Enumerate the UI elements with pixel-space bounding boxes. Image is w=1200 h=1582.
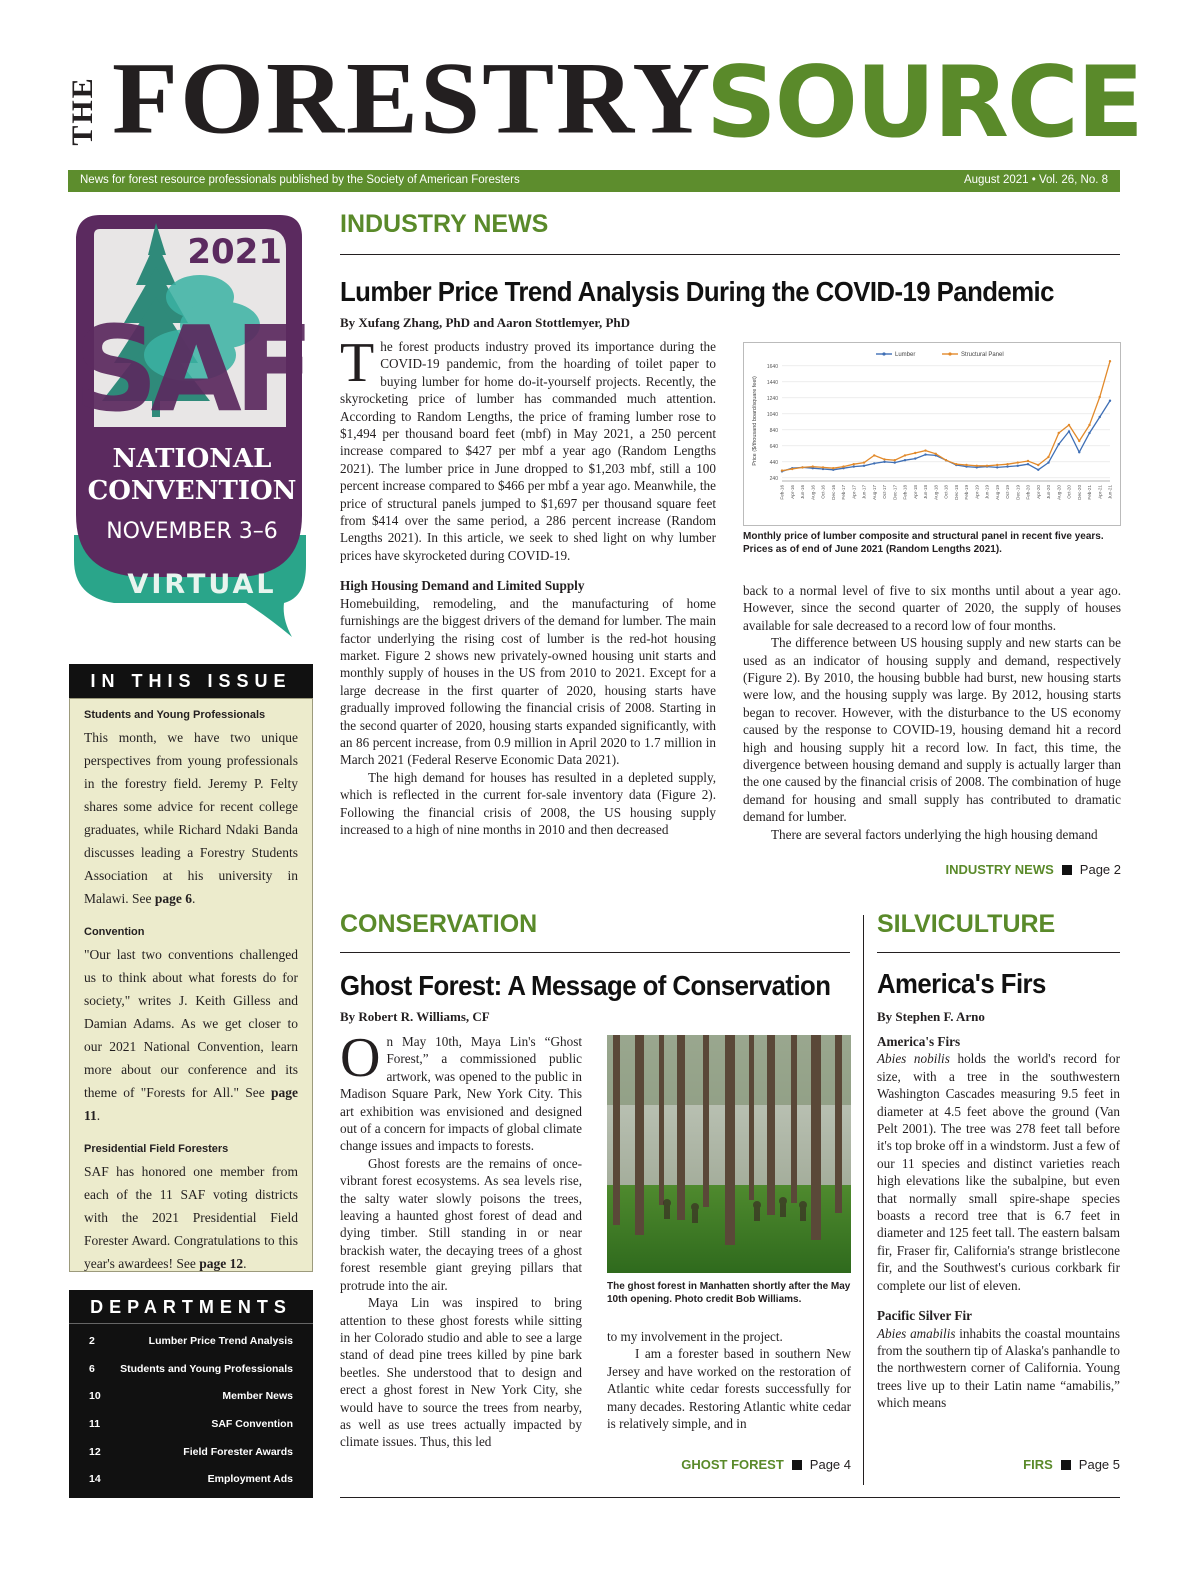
data-point (853, 465, 855, 467)
masthead-band (68, 170, 1120, 192)
data-point (1027, 463, 1029, 465)
data-point (1017, 465, 1019, 467)
data-point (935, 453, 937, 455)
y-tick-label: 440 (769, 459, 778, 466)
chart-caption: Monthly price of lumber composite and structural panel in recent five years. Prices as of end of June 2021 (Random Lengths 2021). (743, 531, 1104, 555)
x-tick-label: Dec-17 (892, 485, 898, 500)
data-point (894, 461, 896, 463)
issue-item-heading: Presidential Field Foresters (84, 1143, 229, 1155)
data-point (822, 466, 824, 468)
data-point (986, 465, 988, 467)
x-tick-label: Feb-20 (1025, 485, 1031, 500)
x-tick-label: Aug-19 (994, 485, 1000, 500)
data-point (914, 457, 916, 459)
dropcap: T (340, 332, 375, 394)
bottom-rule (340, 1497, 1120, 1498)
x-tick-label: Aug-20 (1056, 485, 1062, 500)
department-item[interactable]: 11 SAF Convention (89, 1418, 293, 1431)
data-point (924, 453, 926, 455)
y-axis-label: Price ($/thousand board/square feet) (752, 376, 758, 466)
page-link[interactable]: page 6 (154, 891, 192, 906)
page-link[interactable]: page 12 (199, 1256, 244, 1271)
department-item[interactable]: 14 Employment Ads (89, 1473, 293, 1486)
silviculture-section-title: SILVICULTURE (877, 910, 1056, 938)
data-point (801, 466, 803, 468)
data-point (996, 464, 998, 466)
silviculture-headline: America's Firs (877, 968, 1046, 999)
x-tick-label: Jun-20 (1046, 485, 1051, 500)
masthead-forestry: FORESTRY (112, 42, 713, 156)
data-point (873, 462, 875, 464)
data-point (1088, 432, 1090, 434)
data-point (863, 461, 865, 463)
data-point (965, 464, 967, 466)
x-tick-label: Feb-16 (779, 485, 785, 500)
data-point (1109, 360, 1111, 362)
x-tick-label: Dec-20 (1076, 485, 1082, 500)
issue-item: Presidential Field Foresters SAF has honored one member from each of the 11 SAF voting districts with the 2021 Presidential Field Forester Award. Congratulations to this year's awardees! See page 12. (84, 1143, 298, 1271)
x-tick-label: Jun-16 (800, 485, 805, 500)
data-point (1099, 416, 1101, 418)
in-this-issue-box (69, 698, 313, 1272)
chart-svg (744, 343, 1120, 525)
data-point (1058, 443, 1060, 445)
data-point (1058, 432, 1060, 434)
data-point (1037, 464, 1039, 466)
conservation-section-title: CONSERVATION (340, 910, 538, 938)
y-tick-label: 1440 (766, 379, 778, 386)
x-tick-label: Jun-19 (984, 485, 990, 500)
data-point (883, 458, 885, 460)
data-point (1068, 424, 1070, 426)
data-point (914, 452, 916, 454)
x-tick-label: Dec-18 (953, 485, 959, 500)
y-tick-label: 1640 (766, 363, 778, 370)
x-tick-label: Jun-21 (1107, 485, 1113, 500)
industry-headline: Lumber Price Trend Analysis During the COVID-19 Pandemic (340, 276, 1054, 307)
legend-marker (882, 352, 885, 355)
x-tick-label: Aug-16 (810, 485, 816, 500)
issue-item: Convention "Our last two conventions challenged us to think about what forests do for society," writes J. Keith Gilless and Damian Adams. As we get closer to our 2021 National Convention, learn more about our conference and its theme of "Forests for All." See page 11. (84, 926, 298, 1123)
data-point (996, 466, 998, 468)
photo-caption: The ghost forest in Manhatten shortly after the May 10th opening. Photo credit Bob Williams. (607, 1281, 851, 1305)
legend-label: Structural Panel (961, 352, 1004, 358)
department-item[interactable]: 6 Students and Young Professionals (89, 1362, 293, 1375)
x-tick-label: Feb-19 (964, 485, 969, 500)
industry-col1: The forest products industry proved its importance during the COVID-19 pandemic, from the hoarding of toilet paper to buying lumber for home do-it-yourself projects. Recently, the skyrocketing price of lumber has commanded much attention. According to Random Lengths, the price of framing lumber rose to $1,494 per thousand board feet (mbf) in May 2021, a 250 percent increase compared to $427 per mbf a year ago (Random Lengths 2021). The lumber price in June dropped to $1,203 mbf, still a 100 percent increase compared to $466 per mbf a year ago. Meanwhile, the price of structural panels jumped to $1,697 per thousand square feet from $414 over the same period, a 286 percent increase (Random Lengths 2021). In this article, we seek to shed light on why lumber prices have skyrocketed during COVID-19. High Housing Demand and Limited Supply Homebuilding, remodeling, and the manufacturing of home furnishings are the biggest drivers of the demand for lumber. The main factor underlying the rising cost of lumber is the red-hot housing market. Figure 2 shows new privately-owned housing unit starts and monthly supply of houses in the US from 2010 to 2021. Except for a large decrease in the first quarter of 2020, housing starts have gradually improved following the financial crisis of 2008. Starting in the second quarter of 2020, housing starts expanded significantly, with an 86 percent increase, from 0.9 million in April 2020 to 1.7 million in March 2021 (Federal Reserve Economic Data 2021). The high demand for houses has resulted in a depleted supply, which is reflected in the current for-sale inventory data (Figure 2). Following the financial crisis of 2008, the US housing supply increased to a high of nine months in 2010 and then decreased (340, 332, 716, 837)
column-divider (863, 915, 864, 1485)
conservation-col1: On May 10th, Maya Lin's “Ghost Forest,” a commissioned public artwork, was opened to the public in Madison Square Park, New York City. This art exhibition was envisioned and designed out of a concern for impacts of global climate change issues and impacts to forests. Ghost forests are the remains of once-vibrant forest ecosystems. As sea levels rise, the salty water slowly poisons the trees, leaving a haunted ghost forest of dead and dying timber. Still standing in or near brackish water, the decaying trees of a ghost forest resemble giant greying pillars that protrude into the air. Maya Lin was inspired to bring attention to these ghost forests while sitting in her Colorado studio and able to see a large stand of dead pine trees killed by pine bark beetles. She understood that to design and erect a ghost forest in New York City, she would have to source the trees from nearby, as well as use trees actually impacted by climate issues. Thus, this led (340, 1027, 582, 1450)
data-point (904, 454, 906, 456)
data-point (791, 468, 793, 470)
silviculture-subhead: Pacific Silver Fir (877, 1308, 972, 1324)
x-tick-label: Oct-16 (820, 485, 826, 499)
x-tick-label: Feb-21 (1087, 485, 1092, 500)
data-point (1006, 465, 1008, 467)
in-this-issue-heading: IN THIS ISSUE (69, 664, 313, 698)
issue-item-heading: Students and Young Professionals (84, 709, 266, 721)
data-point (1088, 424, 1090, 426)
data-point (1047, 461, 1049, 463)
conservation-byline: By Robert R. Williams, CF (340, 1009, 490, 1024)
data-point (1099, 396, 1101, 398)
data-point (853, 463, 855, 465)
dropcap: O (340, 1027, 381, 1089)
x-tick-label: Apr-21 (1097, 485, 1103, 499)
data-point (812, 465, 814, 467)
data-point (1006, 463, 1008, 465)
section-rule (877, 952, 1120, 953)
masthead-source: SOURCE (706, 46, 1142, 160)
logo-saf: SAF (73, 300, 307, 438)
data-point (1078, 440, 1080, 442)
logo-dates: NOVEMBER 3–6 (106, 519, 278, 544)
y-tick-label: 1040 (766, 411, 778, 418)
y-tick-label: 1240 (766, 395, 778, 402)
series-line (782, 361, 1110, 470)
legend-label: Lumber (895, 352, 916, 358)
data-point (924, 449, 926, 451)
industry-subhead: High Housing Demand and Limited Supply (340, 578, 585, 594)
logo-year: 2021 (187, 232, 282, 272)
saf-convention-logo (70, 205, 310, 645)
industry-jump[interactable]: INDUSTRY NEWS Page 2 (945, 862, 1121, 877)
conservation-headline: Ghost Forest: A Message of Conservation (340, 970, 831, 1001)
data-point (1027, 460, 1029, 462)
lumber-price-chart (743, 342, 1121, 526)
ghost-forest-photo (607, 1035, 851, 1273)
x-tick-label: Feb-17 (841, 485, 846, 500)
x-tick-label: Aug-17 (871, 485, 877, 500)
tagline: News for forest resource professionals published by the Society of American Foresters (80, 174, 520, 186)
silviculture-byline: By Stephen F. Arno (877, 1009, 985, 1024)
y-tick-label: 240 (769, 475, 778, 482)
department-item[interactable]: 12 Field Forester Awards (89, 1445, 293, 1458)
silviculture-col: America's Firs Abies nobilis holds the world's record for size, with a tree in the southwestern Washington Cascades measuring 9.5 feet in diameter at 4.5 feet above the ground (Van Pelt 2001). The tree was 278 feet tall before it's top broke off in a windstorm. Just a few of our 11 species and distinct varieties reach high elevations like the subalpine, but even that normally small spire-shape species boasts a record tree that is 6.7 feet in diameter and 125 feet tall. The eastern balsam fir, Fraser fir, California's strange bristlecone fir, and the Southwest's curious corkbark fir complete our list of eleven. Pacific Silver Fir Abies amabilis inhabits the coastal mountains from the southern tip of Alaska's panhandle to the northwestern corner of California. Young trees live up to their Latin name “amabilis,” which means (877, 1034, 1120, 1411)
silviculture-subhead: America's Firs (877, 1034, 961, 1049)
x-tick-label: Jun-18 (923, 485, 928, 500)
section-rule (340, 952, 850, 953)
data-point (1037, 469, 1039, 471)
x-tick-label: Apr-18 (912, 485, 918, 499)
x-tick-label: Jun-17 (861, 485, 867, 500)
issue-item: Students and Young Professionals This month, we have two unique perspectives from young professionals in the forestry field. Jeremy P. Felty shares some advice for recent college graduates, while Richard Ndaki Banda discusses leading a Forestry Students Association at his university in Malawi. See page 6. (84, 709, 298, 906)
x-tick-label: Dec-16 (830, 485, 836, 500)
data-point (1068, 430, 1070, 432)
conservation-col2: to my involvement in the project. I am a forester based in southern New Jersey and have worked on the restoration of Atlantic white cedar forests successfully for many decades. Restoring Atlantic white cedar is relatively simple, and in (607, 1329, 851, 1432)
legend-marker (948, 352, 951, 355)
data-point (863, 465, 865, 467)
data-point (883, 461, 885, 463)
y-tick-label: 840 (769, 427, 778, 434)
x-tick-label: Apr-17 (851, 485, 857, 499)
data-point (1078, 451, 1080, 453)
x-tick-label: Oct-17 (882, 485, 887, 499)
issue-item-heading: Convention (84, 926, 145, 938)
x-tick-label: Apr-19 (974, 485, 980, 499)
industry-col2: back to a normal level of five to six months until about a year ago. However, since the second quarter of 2020, the supply of houses available for sale decreased to a record low of four months. The difference between US housing supply and new starts can be used as an indicator of housing supply and demand, respectively (Figure 2). By 2010, the housing bubble had burst, new housing starts were low, and the housing supply was large. By 2012, housing starts began to recover. However, with the disturbance to the US economy caused by the response to COVID-19, housing demand hit a record high and housing supply hit a record low. In fact, this time, the divergence between housing demand and supply is actually larger than the one caused by the financial crisis of 2008. The combination of huge demand for housing and small supply has contributed to dramatic demand for lumber. There are several factors underlying the high housing demand (743, 583, 1121, 842)
section-rule (340, 254, 1120, 255)
logo-line1: NATIONAL (112, 444, 272, 474)
data-point (781, 469, 783, 471)
data-point (1109, 400, 1111, 402)
data-point (832, 467, 834, 469)
industry-byline: By Xufang Zhang, PhD and Aaron Stottlemyer, PhD (340, 315, 631, 330)
silviculture-jump[interactable]: FIRS Page 5 (1023, 1457, 1120, 1472)
masthead-the: THE (66, 76, 99, 146)
x-tick-label: Apr-20 (1035, 485, 1041, 499)
x-tick-label: Feb-18 (902, 485, 908, 500)
department-item[interactable]: 2 Lumber Price Trend Analysis (89, 1335, 293, 1347)
x-tick-label: Dec-19 (1015, 485, 1021, 500)
x-tick-label: Oct-18 (943, 485, 949, 499)
x-tick-label: Aug-18 (933, 485, 939, 500)
data-point (1017, 461, 1019, 463)
x-tick-label: Oct-19 (1005, 485, 1010, 499)
data-point (842, 465, 844, 467)
data-point (904, 459, 906, 461)
data-point (955, 463, 957, 465)
x-tick-label: Apr-16 (789, 485, 795, 499)
page-link[interactable]: page 11 (84, 1085, 298, 1123)
industry-section-title: INDUSTRY NEWS (340, 210, 549, 238)
data-point (1047, 456, 1049, 458)
issue-info: August 2021 • Vol. 26, No. 8 (963, 174, 1108, 186)
y-tick-label: 640 (769, 443, 778, 450)
data-point (873, 454, 875, 456)
data-point (894, 459, 896, 461)
data-point (976, 465, 978, 467)
x-tick-label: Oct-20 (1066, 485, 1072, 499)
conservation-jump[interactable]: GHOST FOREST Page 4 (681, 1457, 851, 1472)
data-point (945, 459, 947, 461)
department-item[interactable]: 10 Member News (89, 1390, 293, 1403)
logo-virtual: VIRTUAL (127, 569, 277, 600)
logo-line2: CONVENTION (87, 476, 297, 506)
departments-heading: DEPARTMENTS (69, 1290, 313, 1324)
departments-list (69, 1324, 313, 1498)
